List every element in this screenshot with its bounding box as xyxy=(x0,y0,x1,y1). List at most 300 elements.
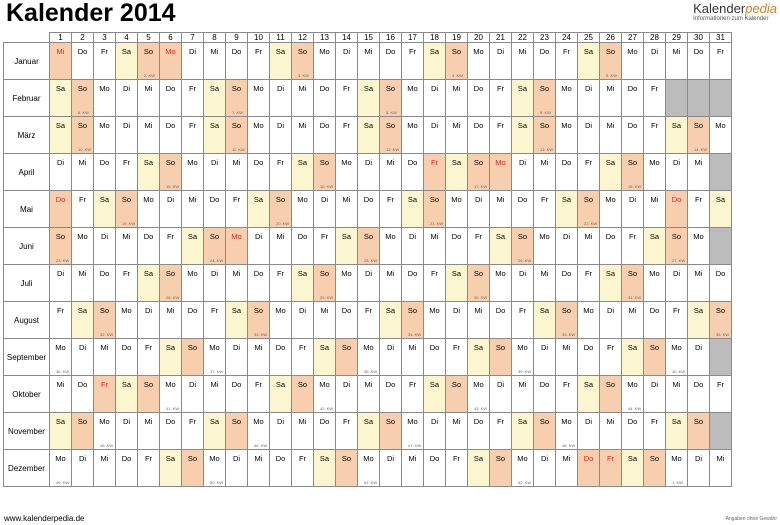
weekday-label: Fr xyxy=(562,380,571,389)
weekday-label: Fr xyxy=(650,84,659,93)
weekday-label: Mi xyxy=(606,417,615,426)
day-cell xyxy=(116,413,138,450)
week-number-label: 52. KW xyxy=(518,480,532,485)
month-label: August xyxy=(4,302,50,339)
day-cell xyxy=(292,413,314,450)
day-cell xyxy=(226,265,248,302)
day-cell xyxy=(380,117,402,154)
weekday-label: Sa xyxy=(297,269,308,278)
day-cell xyxy=(226,302,248,339)
day-cell xyxy=(270,117,292,154)
weekday-label: Sa xyxy=(671,417,682,426)
day-cell xyxy=(94,413,116,450)
weekday-label: Sa xyxy=(451,158,462,167)
day-cell xyxy=(490,191,512,228)
weekday-label: Sa xyxy=(451,269,462,278)
weekday-label: Mi xyxy=(694,269,703,278)
week-number-label: 48. KW xyxy=(562,443,576,448)
day-cell xyxy=(270,191,292,228)
weekday-label: Mi xyxy=(166,306,175,315)
weekday-label: Fr xyxy=(100,380,109,389)
day-cell xyxy=(622,154,644,191)
weekday-label: So xyxy=(451,380,462,389)
weekday-label: So xyxy=(407,306,418,315)
day-cell xyxy=(644,228,666,265)
week-number-label: 22. KW xyxy=(584,221,598,226)
day-cell xyxy=(160,450,182,487)
day-cell xyxy=(50,302,72,339)
day-number-14: 14 xyxy=(336,33,358,43)
weekday-label: Do xyxy=(99,158,110,167)
weekday-label: Fr xyxy=(408,380,417,389)
month-label: Juli xyxy=(4,265,50,302)
day-cell xyxy=(446,413,468,450)
day-cell xyxy=(666,117,688,154)
weekday-label: Fr xyxy=(320,232,329,241)
day-cell xyxy=(556,450,578,487)
day-cell xyxy=(622,413,644,450)
weekday-label: Do xyxy=(627,417,638,426)
day-cell xyxy=(490,117,512,154)
day-cell xyxy=(710,117,732,154)
day-number-10: 10 xyxy=(248,33,270,43)
weekday-label: Di xyxy=(210,269,219,278)
day-cell xyxy=(226,80,248,117)
week-number-label: 10. KW xyxy=(78,147,92,152)
day-number-8: 8 xyxy=(204,33,226,43)
weekday-label: Mi xyxy=(100,343,109,352)
day-cell xyxy=(94,302,116,339)
weekday-label: Mi xyxy=(650,195,659,204)
day-cell xyxy=(116,117,138,154)
weekday-label: Sa xyxy=(517,417,528,426)
day-cell xyxy=(468,265,490,302)
weekday-label: Mi xyxy=(56,47,65,56)
day-cell xyxy=(292,450,314,487)
week-number-label: 1. KW xyxy=(672,480,683,485)
day-cell xyxy=(248,154,270,191)
weekday-label: Fr xyxy=(298,454,307,463)
weekday-label: Sa xyxy=(473,343,484,352)
day-cell xyxy=(358,228,380,265)
week-number-label: 12. KW xyxy=(386,147,400,152)
day-cell xyxy=(534,228,556,265)
day-cell xyxy=(644,80,666,117)
day-cell xyxy=(468,117,490,154)
day-cell xyxy=(204,191,226,228)
day-cell xyxy=(556,117,578,154)
day-cell xyxy=(72,43,94,80)
weekday-label: So xyxy=(473,269,484,278)
day-cell xyxy=(556,376,578,413)
weekday-label: Di xyxy=(78,343,87,352)
day-cell xyxy=(50,228,72,265)
weekday-label: Mo xyxy=(77,232,88,241)
weekday-label: Sa xyxy=(561,195,572,204)
weekday-label: Di xyxy=(584,417,593,426)
weekday-label: So xyxy=(231,121,242,130)
weekday-label: So xyxy=(495,343,506,352)
day-cell xyxy=(710,302,732,339)
day-cell xyxy=(204,450,226,487)
day-cell xyxy=(666,191,688,228)
weekday-label: Sa xyxy=(363,84,374,93)
weekday-label: Mi xyxy=(386,158,395,167)
day-cell xyxy=(402,117,424,154)
day-number-17: 17 xyxy=(402,33,424,43)
weekday-label: Sa xyxy=(517,121,528,130)
weekday-label: So xyxy=(99,306,110,315)
day-cell xyxy=(578,43,600,80)
day-cell xyxy=(402,154,424,191)
weekday-label: Mo xyxy=(297,195,308,204)
week-number-label: 21. KW xyxy=(430,221,444,226)
weekday-label: Sa xyxy=(649,232,660,241)
day-cell xyxy=(336,228,358,265)
month-row xyxy=(4,339,732,376)
weekday-label: Di xyxy=(386,343,395,352)
weekday-label: Sa xyxy=(363,417,374,426)
weekday-label: Fr xyxy=(584,158,593,167)
weekday-label: Sa xyxy=(363,121,374,130)
weekday-label: Di xyxy=(122,417,131,426)
weekday-label: Fr xyxy=(606,343,615,352)
weekday-label: Mo xyxy=(165,380,176,389)
weekday-label: Fr xyxy=(298,343,307,352)
day-number-23: 23 xyxy=(534,33,556,43)
day-cell xyxy=(644,339,666,376)
week-number-label: 13. KW xyxy=(540,147,554,152)
day-cell xyxy=(182,154,204,191)
day-cell-empty xyxy=(666,80,688,117)
day-cell-empty xyxy=(710,80,732,117)
day-cell xyxy=(688,265,710,302)
weekday-label: Sa xyxy=(275,47,286,56)
weekday-label: Mo xyxy=(583,306,594,315)
day-cell xyxy=(50,80,72,117)
day-number-15: 15 xyxy=(358,33,380,43)
weekday-label: So xyxy=(319,269,330,278)
footer-note: Angaben ohne Gewähr xyxy=(725,516,777,522)
day-cell xyxy=(578,376,600,413)
week-number-label: 42. KW xyxy=(320,406,334,411)
day-cell xyxy=(226,43,248,80)
weekday-label: Di xyxy=(518,269,527,278)
week-number-label: 7. KW xyxy=(232,110,243,115)
day-cell xyxy=(688,43,710,80)
day-number-27: 27 xyxy=(622,33,644,43)
day-cell xyxy=(336,265,358,302)
day-cell xyxy=(556,265,578,302)
day-cell xyxy=(512,413,534,450)
weekday-label: Do xyxy=(605,232,616,241)
weekday-label: Mo xyxy=(99,84,110,93)
month-row xyxy=(4,228,732,265)
weekday-label: Fr xyxy=(408,47,417,56)
day-cell xyxy=(72,302,94,339)
weekday-label: Mo xyxy=(187,158,198,167)
weekday-label: Di xyxy=(430,417,439,426)
weekday-label: Di xyxy=(694,343,703,352)
day-cell xyxy=(556,228,578,265)
weekday-label: Do xyxy=(627,121,638,130)
weekday-label: Mi xyxy=(78,158,87,167)
month-row xyxy=(4,117,732,154)
weekday-label: Do xyxy=(451,232,462,241)
day-cell xyxy=(116,450,138,487)
weekday-label: Do xyxy=(715,269,726,278)
logo-accent: pedia xyxy=(745,1,777,16)
day-cell xyxy=(468,80,490,117)
week-number-label: 28. KW xyxy=(166,295,180,300)
weekday-label: Mi xyxy=(716,454,725,463)
weekday-label: So xyxy=(77,417,88,426)
day-cell xyxy=(248,228,270,265)
weekday-label: Sa xyxy=(121,47,132,56)
day-cell xyxy=(534,191,556,228)
day-cell xyxy=(446,228,468,265)
weekday-label: So xyxy=(253,306,264,315)
weekday-label: Do xyxy=(77,47,88,56)
weekday-label: Mo xyxy=(55,343,66,352)
day-cell xyxy=(182,117,204,154)
weekday-label: Mi xyxy=(342,195,351,204)
day-cell xyxy=(688,450,710,487)
day-cell xyxy=(512,228,534,265)
weekday-label: Fr xyxy=(650,417,659,426)
day-cell xyxy=(116,154,138,191)
day-cell xyxy=(468,191,490,228)
day-cell xyxy=(644,450,666,487)
weekday-label: Sa xyxy=(671,121,682,130)
day-cell xyxy=(270,154,292,191)
day-cell-empty xyxy=(710,413,732,450)
day-cell xyxy=(578,450,600,487)
weekday-label: Fr xyxy=(144,454,153,463)
day-cell xyxy=(578,117,600,154)
weekday-label: Fr xyxy=(452,343,461,352)
weekday-label: Do xyxy=(143,232,154,241)
day-cell xyxy=(490,450,512,487)
weekday-label: Fr xyxy=(78,195,87,204)
day-cell xyxy=(512,376,534,413)
weekday-label: Mi xyxy=(628,306,637,315)
weekday-label: Fr xyxy=(342,84,351,93)
weekday-label: Sa xyxy=(605,269,616,278)
day-cell xyxy=(578,154,600,191)
weekday-label: Do xyxy=(583,454,594,463)
day-cell xyxy=(644,376,666,413)
weekday-label: Do xyxy=(319,121,330,130)
weekday-label: Mo xyxy=(539,232,550,241)
day-cell xyxy=(622,117,644,154)
day-number-28: 28 xyxy=(644,33,666,43)
day-cell xyxy=(424,376,446,413)
day-cell xyxy=(710,43,732,80)
weekday-label: Mo xyxy=(495,158,506,167)
weekday-label: Di xyxy=(122,84,131,93)
day-cell xyxy=(204,80,226,117)
weekday-label: Di xyxy=(386,454,395,463)
weekday-label: Mi xyxy=(276,232,285,241)
weekday-label: Mi xyxy=(672,380,681,389)
logo-text xyxy=(693,2,777,15)
weekday-label: So xyxy=(429,195,440,204)
day-cell xyxy=(138,117,160,154)
day-cell xyxy=(644,117,666,154)
day-cell xyxy=(622,43,644,80)
weekday-label: So xyxy=(539,84,550,93)
day-cell xyxy=(314,154,336,191)
weekday-label: Di xyxy=(254,232,263,241)
day-cell xyxy=(314,80,336,117)
day-cell xyxy=(666,376,688,413)
weekday-label: Do xyxy=(209,195,220,204)
footer-url[interactable]: www.kalenderpedia.de xyxy=(4,514,85,523)
weekday-label: Di xyxy=(562,232,571,241)
weekday-label: Mi xyxy=(562,454,571,463)
logo-plain: Kalender xyxy=(693,1,746,16)
day-number-18: 18 xyxy=(424,33,446,43)
month-label: Oktober xyxy=(4,376,50,413)
week-number-label: 2. KW xyxy=(144,73,155,78)
weekday-label: So xyxy=(363,232,374,241)
day-cell xyxy=(622,302,644,339)
weekday-label: Mi xyxy=(254,343,263,352)
day-cell xyxy=(446,191,468,228)
day-cell xyxy=(424,302,446,339)
weekday-label: Mi xyxy=(320,306,329,315)
weekday-label: Di xyxy=(320,195,329,204)
weekday-label: Mo xyxy=(627,47,638,56)
weekday-label: Mo xyxy=(517,454,528,463)
day-cell xyxy=(248,339,270,376)
day-cell xyxy=(204,265,226,302)
weekday-label: So xyxy=(385,121,396,130)
day-cell xyxy=(468,228,490,265)
day-cell xyxy=(94,265,116,302)
day-cell xyxy=(358,265,380,302)
day-number-header xyxy=(4,33,732,43)
day-cell xyxy=(446,80,468,117)
brand-logo[interactable] xyxy=(693,2,777,22)
day-number-2: 2 xyxy=(72,33,94,43)
day-cell xyxy=(468,339,490,376)
day-cell xyxy=(116,339,138,376)
day-cell xyxy=(622,450,644,487)
day-cell xyxy=(512,302,534,339)
weekday-label: Mi xyxy=(298,417,307,426)
day-number-25: 25 xyxy=(578,33,600,43)
weekday-label: Fr xyxy=(452,454,461,463)
weekday-label: Do xyxy=(275,343,286,352)
weekday-label: Do xyxy=(671,195,682,204)
weekday-label: Di xyxy=(408,232,417,241)
day-cell xyxy=(512,80,534,117)
day-cell xyxy=(402,80,424,117)
weekday-label: Sa xyxy=(209,121,220,130)
day-number-11: 11 xyxy=(270,33,292,43)
day-cell xyxy=(644,302,666,339)
day-cell xyxy=(116,302,138,339)
day-cell xyxy=(248,302,270,339)
day-cell xyxy=(600,43,622,80)
weekday-label: So xyxy=(385,417,396,426)
day-cell-empty xyxy=(710,339,732,376)
day-cell xyxy=(380,302,402,339)
day-cell xyxy=(578,302,600,339)
weekday-label: Do xyxy=(275,454,286,463)
week-number-label: 37. KW xyxy=(210,369,224,374)
day-cell xyxy=(292,302,314,339)
day-cell xyxy=(512,43,534,80)
day-cell xyxy=(710,376,732,413)
day-cell xyxy=(226,154,248,191)
weekday-label: Di xyxy=(518,158,527,167)
weekday-label: Fr xyxy=(276,158,285,167)
month-label: April xyxy=(4,154,50,191)
weekday-label: Mi xyxy=(254,454,263,463)
day-cell xyxy=(490,265,512,302)
weekday-label: Mi xyxy=(408,454,417,463)
weekday-label: Mi xyxy=(518,47,527,56)
weekday-label: Do xyxy=(385,47,396,56)
day-cell xyxy=(534,302,556,339)
day-cell xyxy=(204,154,226,191)
day-cell xyxy=(644,265,666,302)
week-number-label: 46. KW xyxy=(254,443,268,448)
day-cell xyxy=(446,302,468,339)
weekday-label: So xyxy=(605,47,616,56)
day-cell xyxy=(380,191,402,228)
day-cell xyxy=(292,339,314,376)
weekday-label: Mi xyxy=(188,195,197,204)
week-number-label: 51. KW xyxy=(364,480,378,485)
weekday-label: Fr xyxy=(188,121,197,130)
weekday-label: Do xyxy=(561,158,572,167)
weekday-label: Mo xyxy=(605,195,616,204)
day-cell xyxy=(138,43,160,80)
day-cell xyxy=(556,80,578,117)
weekday-label: So xyxy=(297,47,308,56)
day-cell xyxy=(600,80,622,117)
day-cell xyxy=(138,413,160,450)
weekday-label: Mi xyxy=(210,380,219,389)
weekday-label: Mi xyxy=(540,269,549,278)
day-number-9: 9 xyxy=(226,33,248,43)
weekday-label: Do xyxy=(187,306,198,315)
month-label: März xyxy=(4,117,50,154)
weekday-label: Di xyxy=(56,269,65,278)
weekday-label: Di xyxy=(56,158,65,167)
weekday-label: Fr xyxy=(122,158,131,167)
day-cell xyxy=(600,191,622,228)
day-cell xyxy=(336,302,358,339)
day-cell xyxy=(138,450,160,487)
day-cell xyxy=(622,339,644,376)
day-cell xyxy=(666,302,688,339)
day-cell xyxy=(314,265,336,302)
day-cell xyxy=(402,376,424,413)
week-number-label: 3. KW xyxy=(298,73,309,78)
weekday-label: Sa xyxy=(627,454,638,463)
weekday-label: Fr xyxy=(540,195,549,204)
day-cell xyxy=(138,154,160,191)
weekday-label: Do xyxy=(165,84,176,93)
weekday-label: Di xyxy=(342,380,351,389)
weekday-label: Mi xyxy=(474,306,483,315)
weekday-label: So xyxy=(77,84,88,93)
